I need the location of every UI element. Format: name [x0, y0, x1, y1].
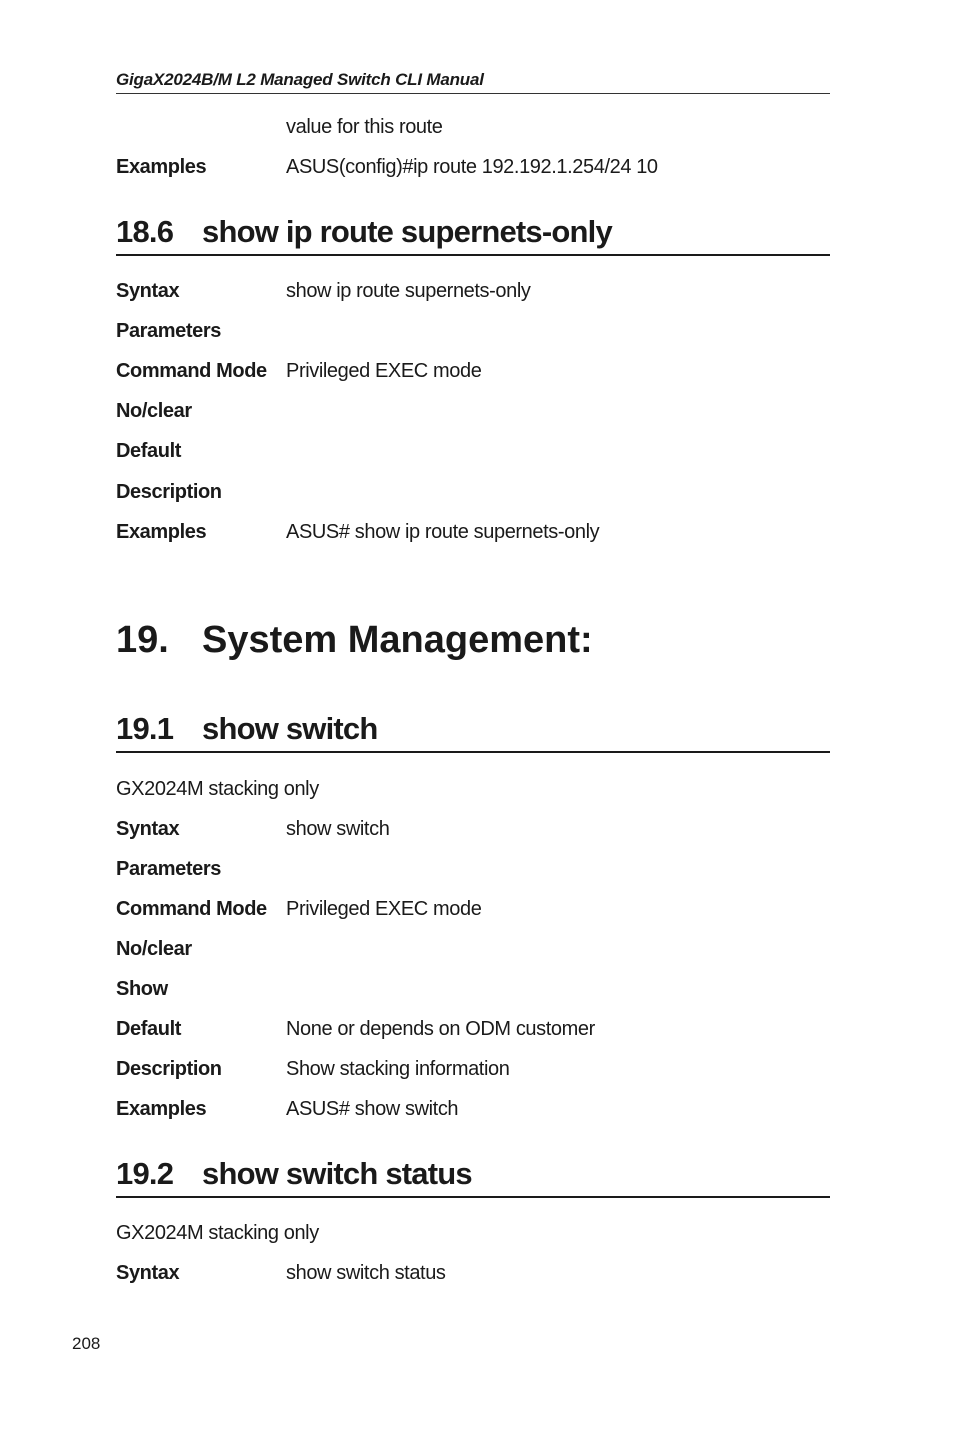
- field-row-command-mode: [116, 896, 830, 922]
- section-heading-18-6: [116, 212, 830, 256]
- row-label: Description: [116, 481, 222, 503]
- section-number: 18.6: [116, 214, 174, 249]
- row-label: No/clear: [116, 400, 192, 422]
- row-label: Default: [116, 440, 181, 462]
- field-row-syntax: [116, 278, 830, 304]
- chapter-heading-19: [116, 616, 830, 664]
- row-value: Privileged EXEC mode: [286, 360, 482, 382]
- continued-value: value for this route: [286, 116, 443, 138]
- row-label: Syntax: [116, 1262, 180, 1284]
- row-value: ASUS# show switch: [286, 1098, 459, 1120]
- section-number: 19.1: [116, 711, 174, 746]
- section-title: show switch status: [202, 1156, 472, 1191]
- field-row-syntax: [116, 1260, 830, 1286]
- row-label: Examples: [116, 521, 207, 543]
- field-row-command-mode: [116, 358, 830, 384]
- field-row-parameters: [116, 856, 830, 882]
- row-label: Show: [116, 978, 168, 1000]
- row-value: Show stacking information: [286, 1058, 510, 1080]
- chapter-number: 19.: [116, 619, 169, 661]
- field-row-parameters: [116, 318, 830, 344]
- row-label: Examples: [116, 156, 207, 178]
- row-label: No/clear: [116, 938, 192, 960]
- section-heading-19-1: [116, 709, 830, 753]
- field-row-examples: [116, 519, 830, 545]
- continued-row: [116, 114, 830, 140]
- section-title: show ip route supernets-only: [202, 214, 612, 249]
- section-number: 19.2: [116, 1156, 174, 1191]
- row-label: Syntax: [116, 818, 180, 840]
- section-note: GX2024M stacking only: [116, 778, 319, 800]
- row-label: Parameters: [116, 858, 221, 880]
- row-value: show ip route supernets-only: [286, 280, 531, 302]
- row-value: ASUS(config)#ip route 192.192.1.254/24 10: [286, 156, 658, 178]
- page-number: 208: [72, 1334, 101, 1353]
- row-value: ASUS# show ip route supernets-only: [286, 521, 600, 543]
- row-label: Syntax: [116, 280, 180, 302]
- row-value: None or depends on ODM customer: [286, 1018, 595, 1040]
- section-title: show switch: [202, 711, 378, 746]
- field-row-no-clear: [116, 936, 830, 962]
- field-row-syntax: [116, 816, 830, 842]
- field-row-description: [116, 1056, 830, 1082]
- field-row-default: [116, 1016, 830, 1042]
- field-row-examples: [116, 1096, 830, 1122]
- row-label: Description: [116, 1058, 222, 1080]
- row-value: show switch status: [286, 1262, 446, 1284]
- row-label: Parameters: [116, 320, 221, 342]
- field-row-show: [116, 976, 830, 1002]
- running-header: GigaX2024B/M L2 Managed Switch CLI Manual: [116, 70, 830, 94]
- field-row-no-clear: [116, 398, 830, 424]
- row-label: Command Mode: [116, 360, 267, 382]
- section-note: GX2024M stacking only: [116, 1222, 319, 1244]
- section-heading-19-2: [116, 1154, 830, 1198]
- row-label: Examples: [116, 1098, 207, 1120]
- field-row-default: [116, 438, 830, 464]
- row-value: show switch: [286, 818, 390, 840]
- row-value: Privileged EXEC mode: [286, 898, 482, 920]
- field-row-description: [116, 479, 830, 505]
- row-label: Command Mode: [116, 898, 267, 920]
- chapter-title: System Management:: [202, 619, 593, 661]
- continued-examples-row: [116, 154, 830, 180]
- row-label: Default: [116, 1018, 181, 1040]
